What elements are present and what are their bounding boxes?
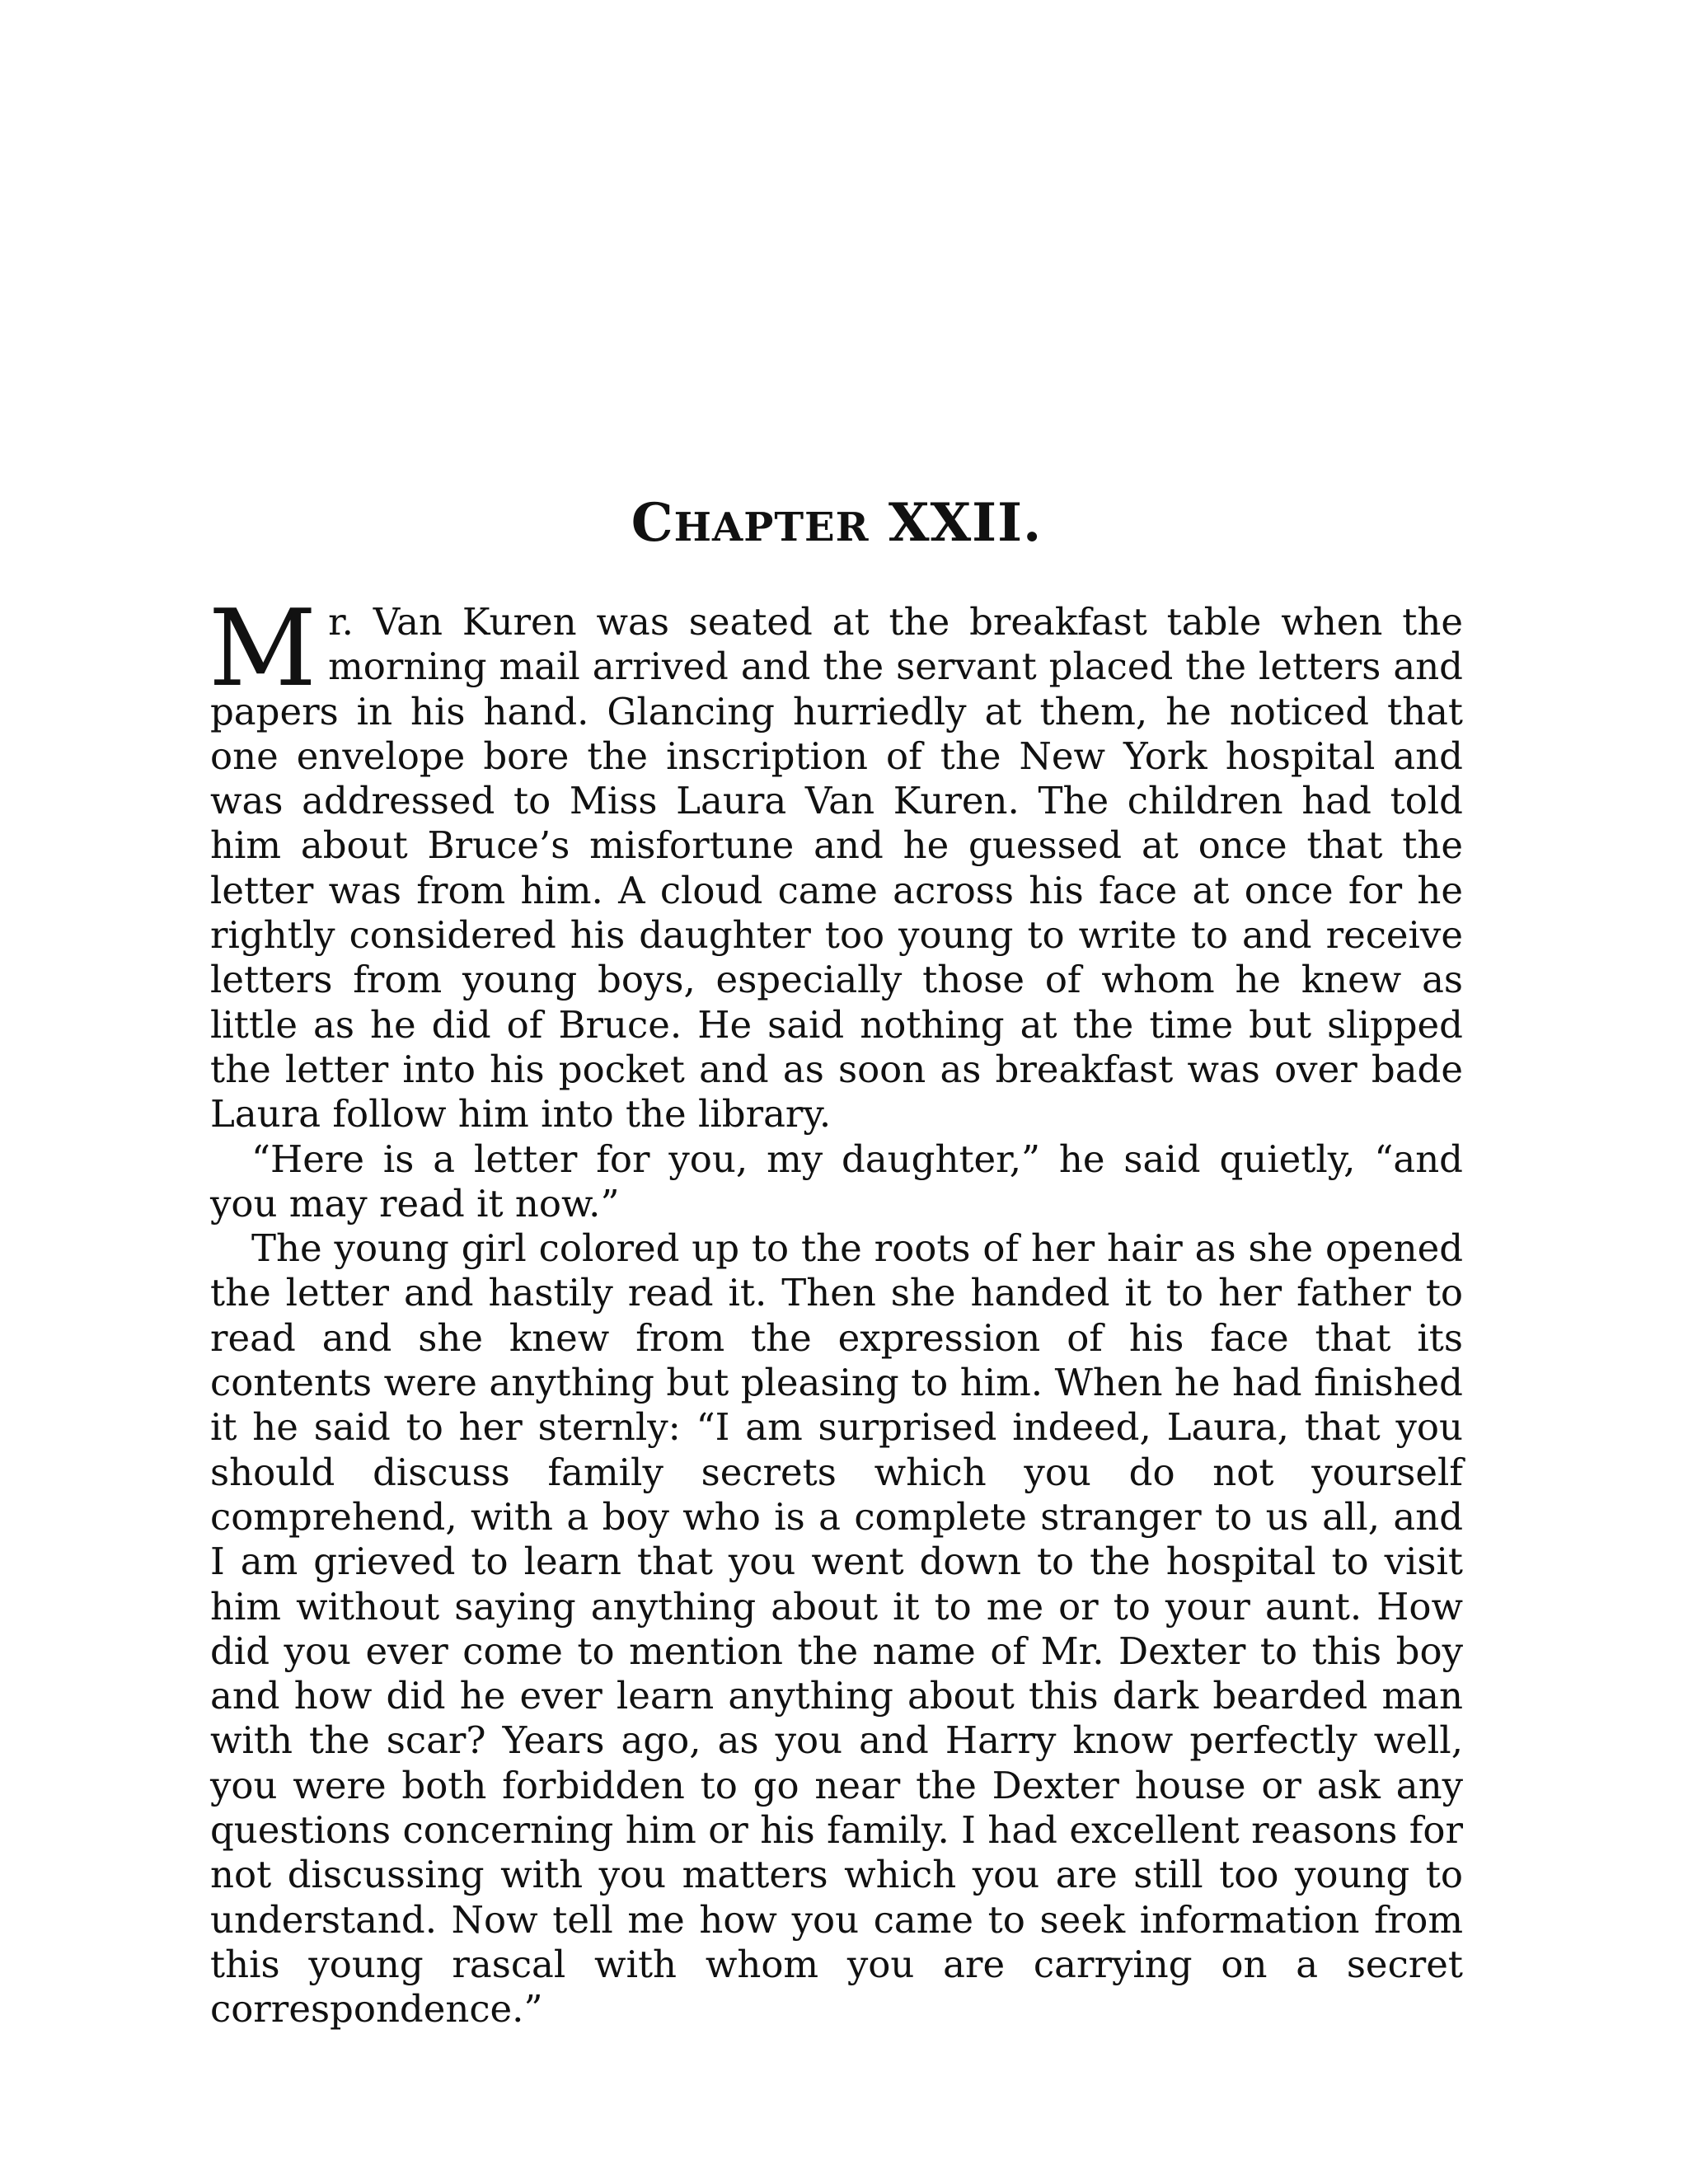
chapter-body [209,588,1463,2032]
chapter-number: XXII. [888,491,1043,554]
chapter-title-word: HAPTER [673,504,870,551]
chapter-title-initial: C [631,491,674,554]
paragraph-1 [209,588,1463,1137]
book-page [210,0,1463,2184]
paragraph-1-text: r. Van Kuren was seated at the breakfast table when the morning mail arrived and the servant placed the letters and papers in his hand. Glancing hurriedly at them, he noticed that one envelope bore the inscription of the New York hospital and was addressed to Miss Laura Van Kuren. The children had told him about Bruce’s misfortune and he guessed at once that the letter was from him. A cloud came across his face at once for he rightly considered his daughter too young to write to and receive letters from young boys, especially those of whom he knew as little as he did of Bruce. He said nothing at the time but slipped the letter into his pocket and as soon as breakfast was over bade Laura follow him into the library. [210,600,1463,1137]
paragraph-3: The young girl colored up to the roots of her hair as she opened the letter and hastily read it. Then she handed it to her father to read and she knew from the expression of his face that its contents were anything but pleasing to him. When he had finished it he said to her sternly: “I am surprised indeed, Laura, that you should discuss family secrets which you do not yourself comprehend, with a boy who is a complete stranger to us all, and I am grieved to learn that you went down to the hospital to visit him without saying anything about it to me or to your aunt. How did you ever come to mention the name of Mr. Dexter to this boy and how did he ever learn anything about this dark bearded man with the scar? Years ago, as you and Harry know perfectly well, you were both forbidden to go near the Dexter house or ask any questions concerning him or his family. I had excellent reasons for not discussing with you matters which you are still too young to understand. Now tell me how you came to seek information from this young rascal with whom you are carrying on a secret correspondence.” [210,1226,1463,2032]
chapter-title [210,491,1463,554]
paragraph-2: “Here is a letter for you, my daughter,” he said quietly, “and you may read it now.” [210,1137,1463,1226]
drop-cap: M [209,588,317,710]
